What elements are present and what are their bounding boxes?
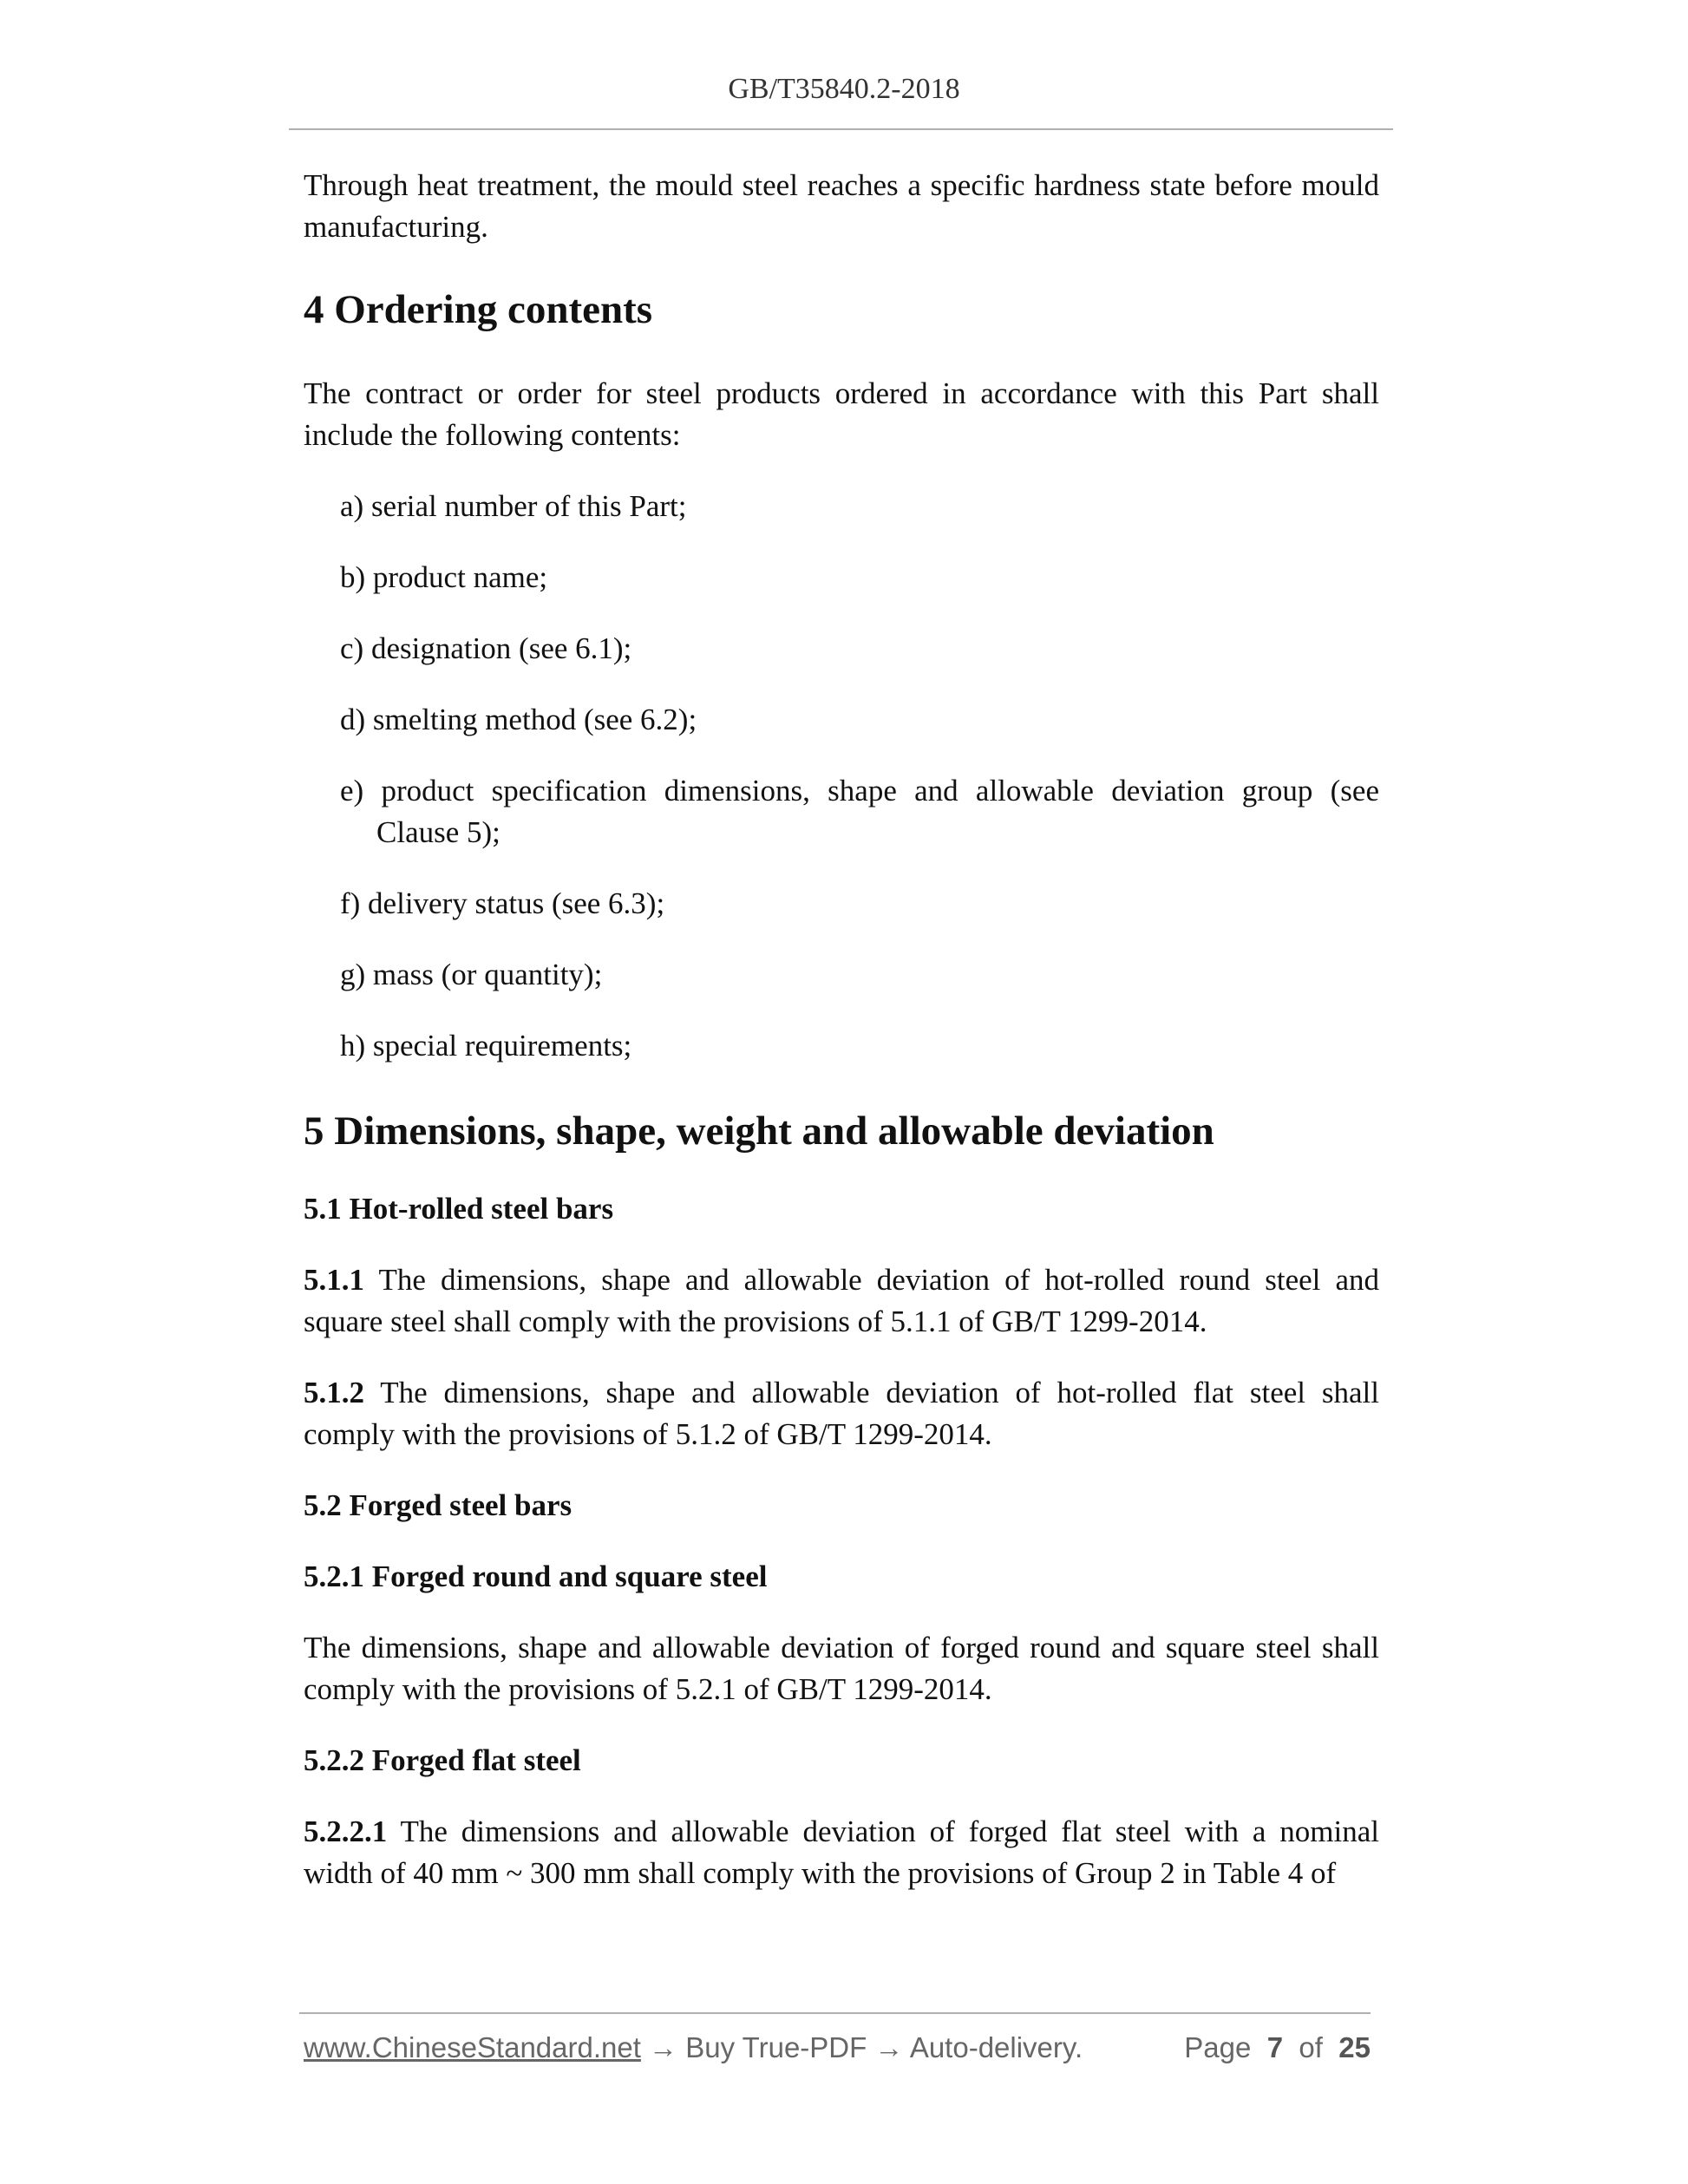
page-indicator: [1184, 2031, 1371, 2064]
section-4-paragraph: The contract or order for steel products ordered in accordance with this Part shall include the following contents:: [304, 376, 1379, 452]
footer-tagline: → Buy True-PDF → Auto-delivery.: [640, 2031, 1083, 2063]
intro-paragraph: Through heat treatment, the mould steel reaches a specific hardness state before mould manufacturing.: [304, 168, 1379, 244]
page-number: 7: [1266, 2031, 1284, 2063]
page-label: Page: [1184, 2031, 1252, 2063]
clause-5-2-2-1: [304, 1811, 1379, 1894]
document-body: [304, 165, 1379, 1894]
list-item: c) designation (see 6.1);: [340, 631, 632, 665]
of-label: of: [1299, 2031, 1323, 2063]
clause-5-1-2: [304, 1372, 1379, 1455]
list-item: a) serial number of this Part;: [340, 489, 687, 523]
section-5-1-heading: 5.1 Hot-rolled steel bars: [304, 1192, 614, 1226]
section-4-heading: 4 Ordering contents: [304, 287, 653, 332]
header-divider: [289, 128, 1393, 130]
list-item: h) special requirements;: [340, 1029, 632, 1063]
list-item: f) delivery status (see 6.3);: [340, 886, 665, 920]
clause-number: 5.2.2.1: [304, 1815, 388, 1848]
list-item: d) smelting method (see 6.2);: [340, 703, 697, 736]
clause-text: The dimensions, shape and allowable deviation of hot-rolled round steel and square steel shall comply with the provisions of 5.1.1 of GB/T 1299-2014.: [304, 1263, 1379, 1338]
clause-number: 5.1.2: [304, 1376, 364, 1409]
page-footer: [304, 2031, 1371, 2075]
section-5-2-heading: 5.2 Forged steel bars: [304, 1488, 572, 1522]
footer-promo: [304, 2031, 1083, 2064]
list-item: b) product name;: [340, 560, 548, 594]
clause-text: The dimensions, shape and allowable deviation of hot-rolled flat steel shall comply with the provisions of 5.1.2 of GB/T 1299-2014.: [304, 1376, 1379, 1451]
clause-5-1-1: [304, 1259, 1379, 1343]
clause-number: 5.1.1: [304, 1263, 364, 1297]
total-pages: 25: [1338, 2031, 1371, 2063]
site-link[interactable]: www.ChineseStandard.net: [304, 2031, 641, 2063]
clause-text: The dimensions and allowable deviation of forged flat steel with a nominal width of 40 mm ~ 300 mm shall comply with the provisions of Group 2 in Table 4 of: [304, 1815, 1379, 1890]
section-5-2-1-heading: 5.2.1 Forged round and square steel: [304, 1560, 768, 1593]
section-5-heading: 5 Dimensions, shape, weight and allowable deviation: [304, 1108, 1214, 1154]
list-item: e) product specification dimensions, shape and allowable deviation group (see Clause 5);: [340, 774, 1379, 849]
list-item: g) mass (or quantity);: [340, 958, 603, 991]
page-header-code: GB/T35840.2-2018: [728, 73, 960, 105]
section-5-2-1-paragraph: The dimensions, shape and allowable deviation of forged round and square steel shall comply with the provisions of 5.2.1 of GB/T 1299-2014.: [304, 1631, 1379, 1706]
footer-divider: [299, 2012, 1371, 2014]
section-5-2-2-heading: 5.2.2 Forged flat steel: [304, 1743, 581, 1777]
ordering-contents-list: [304, 486, 1379, 1067]
